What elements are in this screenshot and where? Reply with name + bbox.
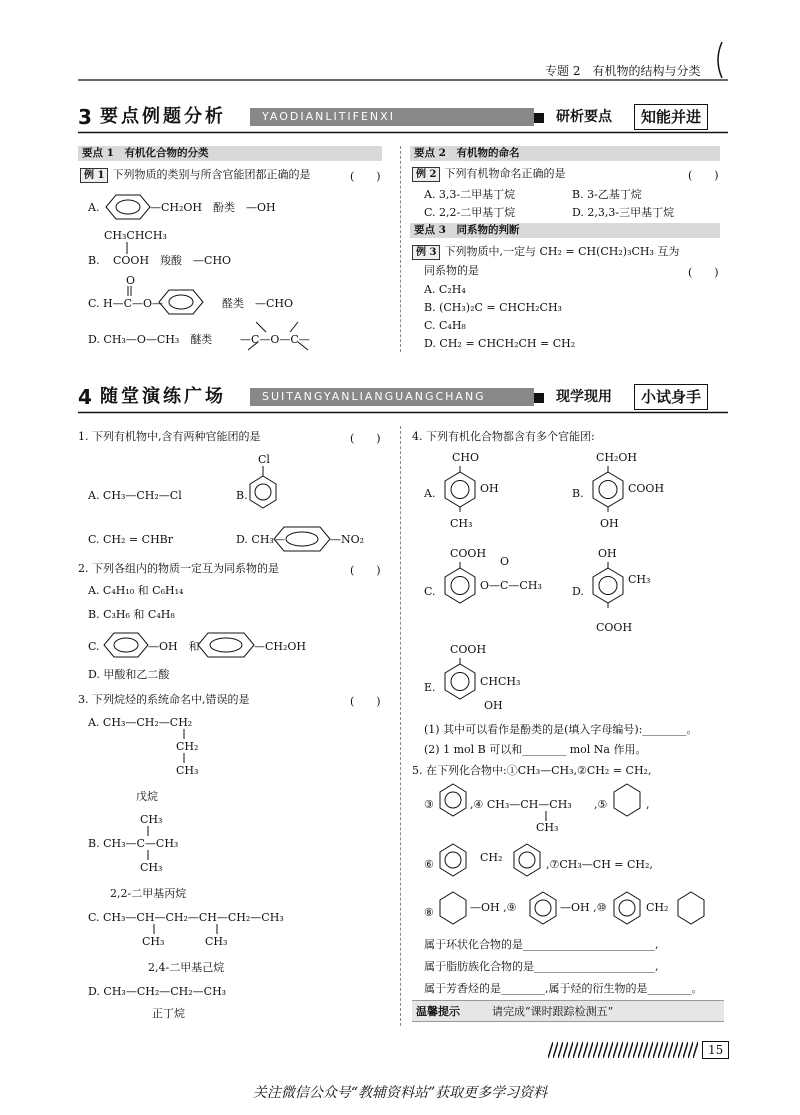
q3-d-line: D. CH₃—CH₂—CH₂—CH₃ [88, 985, 227, 998]
ex1-option-a-text: —CH₂OH 酚类 —OH [150, 201, 276, 214]
ex1-option-c-text2: 醛类 —CHO [222, 297, 294, 310]
page-number: 15 [702, 1041, 729, 1059]
example-3-text: 下列物质中,一定与 CH₂ = CH(CH₂)₃CH₃ 互为 [444, 245, 680, 258]
ex1-option-a-label: A. [88, 201, 100, 214]
section4-title: 随堂演练广场 [100, 386, 226, 407]
benzene-ring-icon [272, 525, 332, 553]
q5-item8-oh: —OH ,⑨ [470, 901, 517, 914]
benzene-ring-icon [104, 193, 152, 221]
tip-label: 温馨提示 [416, 1005, 460, 1018]
ex1-option-b-top: CH₃CHCH₃ [104, 229, 167, 242]
q3-b-line: B. CH₃—C—CH₃ [88, 837, 179, 850]
q3-text: 3. 下列烷烃的系统命名中,错误的是 [78, 693, 250, 706]
q2-paren: ( ) [350, 564, 381, 577]
benzene-ring-icon [590, 562, 626, 608]
q5-comma: , [646, 798, 650, 811]
square-icon [534, 113, 544, 123]
q4-e-bot: OH [484, 699, 503, 712]
example-3-tag: 例 3 [412, 245, 440, 260]
q4-d-side: CH₃ [628, 573, 651, 586]
section3-tag2: 知能并进 [634, 104, 708, 130]
q4-e-side: CHCH₃ [480, 675, 521, 688]
q5-item9-oh: —OH ,⑩ [560, 901, 607, 914]
benzene-ring-icon [442, 562, 478, 608]
section3-number: 3 [78, 105, 92, 129]
q3-paren: ( ) [350, 695, 381, 708]
benzene-ring-icon [196, 631, 256, 659]
ex1-option-d-text1: D. CH₃—O—CH₃ 醚类 [88, 333, 213, 346]
section4-tag2: 小试身手 [634, 384, 708, 410]
q5-item4: ,④ CH₃—CH—CH₃ [470, 798, 572, 811]
q1-paren: ( ) [350, 432, 381, 445]
key-point-2: 要点 2 有机物的命名 [410, 146, 720, 161]
q2-text: 2. 下列各组内的物质一定互为同系物的是 [78, 562, 279, 575]
ex1-option-d-text2: —C—O—C— [240, 333, 310, 346]
q4-sub2: (2) 1 mol B 可以和________ mol Na 作用。 [424, 743, 647, 756]
benzene-ring-icon [442, 466, 478, 512]
ex2-option-b: B. 3-乙基丁烷 [572, 188, 642, 201]
q3-c-line: C. CH₃—CH—CH₂—CH—CH₂—CH₃ [88, 911, 284, 924]
benzene-ring-icon [528, 891, 558, 925]
cyclohexane-ring-icon [676, 891, 706, 925]
example-3-paren: ( ) [688, 266, 719, 279]
q4-b-label: B. [572, 487, 584, 500]
q3-b-name: 2,2-二甲基丙烷 [110, 887, 187, 900]
benzene-ring-icon [590, 466, 626, 512]
q1-option-d-no2: —NO₂ [330, 533, 365, 546]
q1-option-a: A. CH₃—CH₂—Cl [88, 489, 182, 502]
q4-a-side: OH [480, 482, 499, 495]
q3-c-sub2: CH₃ [205, 935, 228, 948]
cyclohexane-ring-icon [438, 891, 468, 925]
ex2-option-d: D. 2,3,3-三甲基丁烷 [572, 206, 675, 219]
q5-line3: 属于芳香烃的是________,属于烃的衍生物的是________。 [424, 982, 703, 995]
section3-banner [78, 104, 728, 130]
example-1-tag: 例 1 [80, 168, 108, 183]
benzene-ring-icon [438, 783, 468, 817]
q1-text: 1. 下列有机物中,含有两种官能团的是 [78, 430, 261, 443]
q4-b-side: COOH [628, 482, 665, 495]
example-1-paren: ( ) [350, 170, 381, 183]
section3-tag1: 研析要点 [556, 109, 612, 125]
example-1-question [80, 167, 310, 183]
q3-d-name: 正丁烷 [152, 1007, 185, 1020]
q4-b-bot: OH [600, 517, 619, 530]
q3-b-top: CH₃ [140, 813, 163, 826]
q3-a-line3: CH₃ [176, 764, 199, 777]
q3-a-name: 戊烷 [136, 790, 158, 803]
q4-c-side: O—C—CH₃ [480, 579, 542, 592]
q2-option-b: B. C₃H₆ 和 C₄H₈ [88, 608, 175, 621]
example-1-text: 下列物质的类别与所含官能团都正确的是 [112, 168, 311, 181]
q3-a-line2: CH₂ [176, 740, 199, 753]
benzene-ring-icon [157, 288, 205, 316]
section4-underline [78, 411, 728, 414]
section3-title: 要点例题分析 [100, 106, 226, 127]
q4-d-bot: COOH [596, 621, 633, 634]
key-point-3: 要点 3 同系物的判断 [410, 223, 720, 238]
q1-b-cl: Cl [258, 453, 270, 466]
q1-option-b: B. [236, 489, 248, 502]
q2-option-c-label: C. [88, 640, 100, 653]
header-rule [78, 78, 728, 82]
footer-notice: 关注微信公众号“教辅资料站”获取更多学习资料 [252, 1085, 548, 1101]
example-3-question-line2: 同系物的是 [424, 264, 479, 277]
example-2-tag: 例 2 [412, 167, 440, 182]
q4-c-top: COOH [450, 547, 487, 560]
page-curl-icon [712, 40, 732, 80]
section4-tag1: 现学现用 [556, 389, 612, 405]
example-2-text: 下列有机物命名正确的是 [444, 167, 566, 180]
q4-sub1: (1) 其中可以看作是酚类的是(填入字母编号):________。 [424, 723, 698, 736]
section4-number: 4 [78, 385, 92, 409]
column-divider [400, 426, 401, 1026]
section3-underline [78, 131, 728, 134]
ex2-option-a: A. 3,3-二甲基丁烷 [424, 188, 516, 201]
q4-e-label: E. [424, 681, 436, 694]
q5-item8: ⑧ [424, 906, 434, 919]
q3-a-line1: A. CH₃—CH₂—CH₂ [88, 716, 193, 729]
section3-pinyin: YAODIANLITIFENXI [250, 108, 534, 126]
benzene-ring-icon [512, 843, 542, 877]
section4-banner [78, 384, 728, 410]
q1-option-d: D. CH₃— [236, 533, 285, 546]
benzene-ring-icon [442, 658, 478, 704]
q5-item6: ⑥ [424, 858, 434, 871]
q5-item4-sub: CH₃ [536, 821, 559, 834]
q5-line1: 属于环状化合物的是________________________, [424, 938, 659, 951]
benzene-ring-icon [612, 891, 642, 925]
q5-item6-ch2: CH₂ [480, 851, 503, 864]
ex1-option-b-text: COOH 羧酸 —CHO [113, 254, 232, 267]
q3-c-sub1: CH₃ [142, 935, 165, 948]
q5-line2: 属于脂肪族化合物的是______________________, [424, 960, 659, 973]
bond-line [146, 850, 150, 860]
key-point-1: 要点 1 有机化合物的分类 [78, 146, 382, 161]
ex2-option-c: C. 2,2-二甲基丁烷 [424, 206, 516, 219]
bond-line [215, 924, 219, 934]
ex1-option-c-o: O [126, 274, 136, 287]
bond-line [182, 729, 186, 739]
q2-option-d: D. 甲酸和乙二酸 [88, 668, 170, 681]
q5-item3: ③ [424, 798, 434, 811]
bond-line [182, 753, 186, 763]
q5-item10-ch2: CH₂ [646, 901, 669, 914]
page-hatch [548, 1042, 698, 1058]
q2-option-a: A. C₄H₁₀ 和 C₆H₁₄ [88, 584, 184, 597]
q4-a-bot: CH₃ [450, 517, 473, 530]
q5-item7: ,⑦CH₃—CH = CH₂, [546, 858, 653, 871]
q3-c-name: 2,4-二甲基己烷 [148, 961, 225, 974]
q5-text: 5. 在下列化合物中:①CH₃—CH₃,②CH₂ = CH₂, [412, 764, 652, 777]
ex3-option-c: C. C₄H₈ [424, 319, 466, 332]
q2-option-c-text: —OH 和 [148, 640, 200, 653]
q1-option-c: C. CH₂ = CHBr [88, 533, 173, 546]
q4-text: 4. 下列有机化合物都含有多个官能团: [412, 430, 595, 443]
ex3-option-a: A. C₂H₄ [424, 283, 466, 296]
example-2-question [412, 166, 565, 182]
column-divider [400, 146, 401, 352]
benzene-ring-icon [438, 843, 468, 877]
q4-a-label: A. [424, 487, 436, 500]
q5-item5: ,⑤ [594, 798, 608, 811]
q3-b-bot: CH₃ [140, 861, 163, 874]
bond-line [146, 826, 150, 836]
square-icon [534, 393, 544, 403]
q4-d-label: D. [572, 585, 584, 598]
q4-b-top: CH₂OH [596, 451, 638, 464]
ex3-option-d: D. CH₂ = CHCH₂CH = CH₂ [424, 337, 576, 350]
q4-c-label: C. [424, 585, 436, 598]
q4-d-top: OH [598, 547, 617, 560]
ex1-option-b-label: B. [88, 254, 100, 267]
benzene-ring-icon [102, 631, 150, 659]
example-3-question [412, 244, 679, 260]
q4-a-top: CHO [452, 451, 480, 464]
header-topic: 专题 2 有机物的结构与分类 [545, 64, 701, 78]
cyclohexane-ring-icon [612, 783, 642, 817]
section4-pinyin: SUITANGYANLIANGUANGCHANG [250, 388, 534, 406]
q4-c-o: O [500, 555, 510, 568]
example-2-paren: ( ) [688, 169, 719, 182]
ex1-option-c-text1: C. H—C—O— [88, 297, 164, 310]
q2-option-c-ch2oh: —CH₂OH [254, 640, 307, 653]
ex3-option-b: B. (CH₃)₂C = CHCH₂CH₃ [424, 301, 562, 314]
double-bond [126, 286, 134, 296]
bond-line [152, 924, 156, 934]
benzene-ring-icon [248, 475, 278, 509]
tip-box [412, 1000, 724, 1022]
q4-e-top: COOH [450, 643, 487, 656]
tip-text: 请完成“课时跟踪检测五” [492, 1005, 614, 1018]
